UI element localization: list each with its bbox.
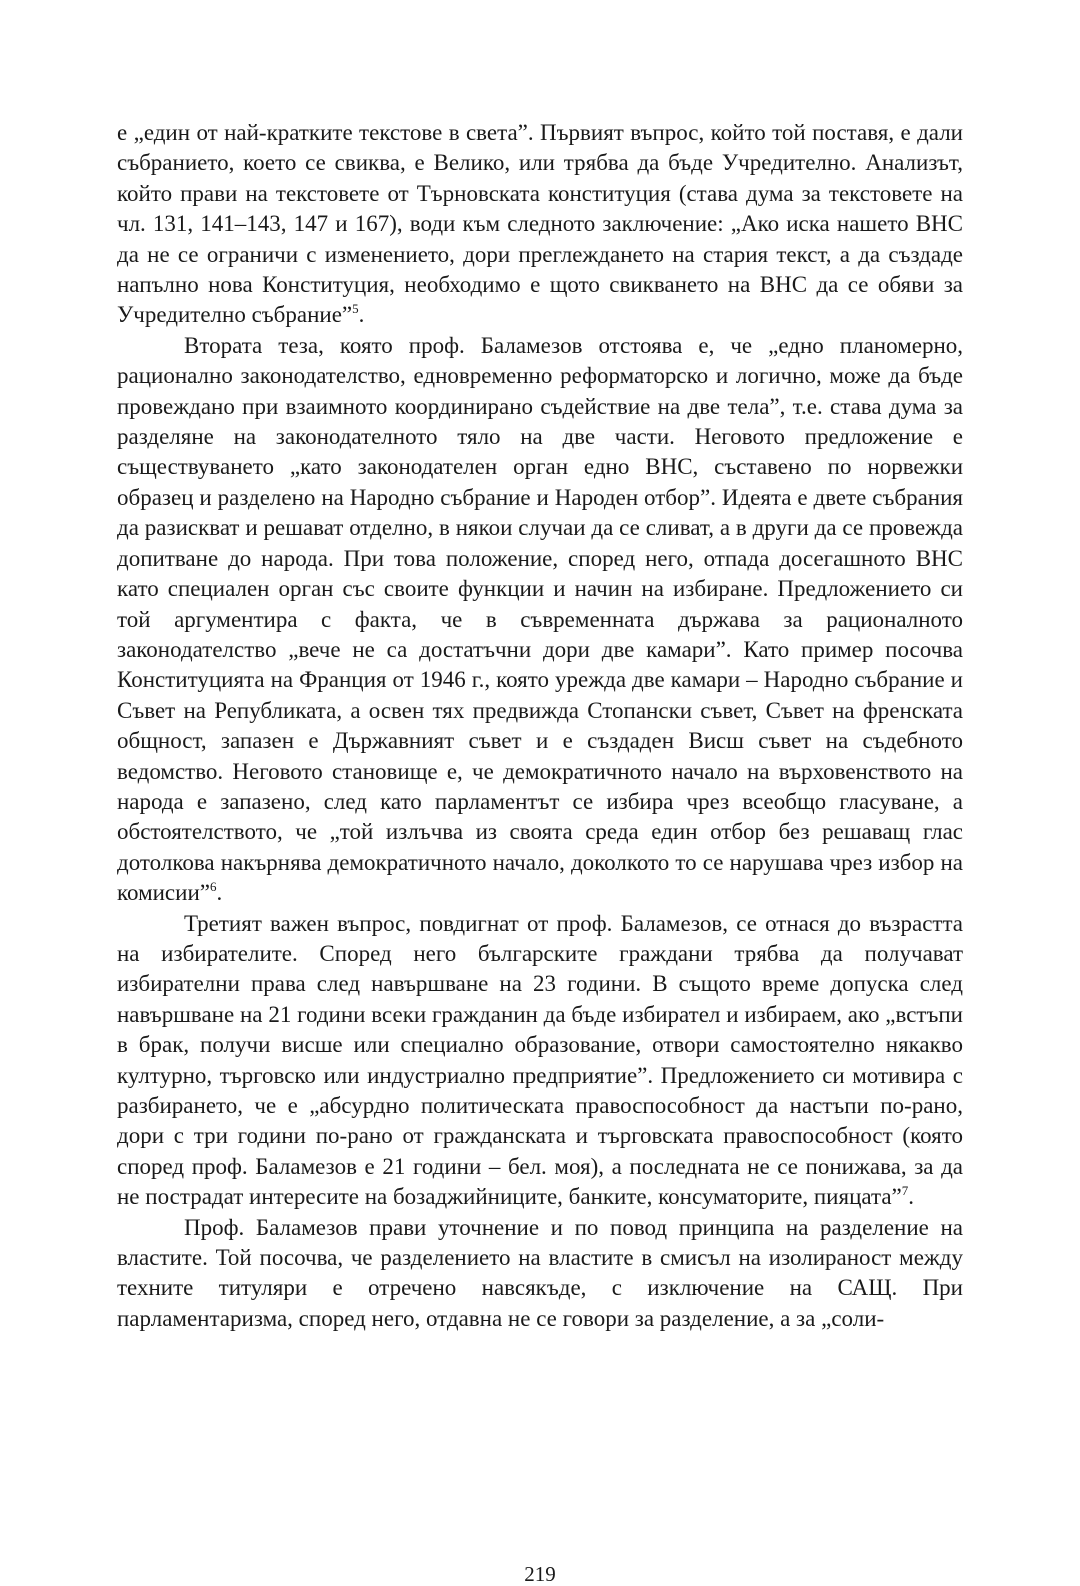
paragraph-tail: . xyxy=(358,302,365,328)
footnote-ref-6[interactable]: 6 xyxy=(209,879,217,895)
paragraph-4 xyxy=(117,1213,963,1335)
paragraph-tail: . xyxy=(908,1184,914,1210)
paragraph-text: Втората теза, която проф. Баламезов отстоява е, че „едно планомерно, рационално законодателство, едновременно реформаторско и логично, може да бъде провеждано при взаимното координирано съдействие на две тела”, т.е. става дума за разделяне на законодателното тяло на две части. Неговото предложение е съществуването „като законодателен орган едно ВНС, съставено по норвежки образец и разделено на Народно събрание и Народен отбор”. Идеята е двете събрания да разискват и решават отделно, в някои случаи да се сливат, а в други да се провежда допитване до народа. При това положение, според него, отпада досегашното ВНС като специален орган със своите функции и начин на избиране. Предложението си той аргументира с факта, че в съвременната държава за рационалното законодателство „вече не са достатъчни дори две камари”. Като пример посочва Конституцията на Франция от 1946 г., която урежда две камари – Народно събрание и Съвет на Републиката, а освен тях предвижда Стопански съвет, Съвет на френската общност, запазен е Държавният съвет и е създаден Висш съвет на съдебното ведомство. Неговото становище е, че демократичното начало на върховенството на народа е запазено, след като парламентът се избира чрез всеобщо гласуване, а обстоятелството, че „той излъчва из своята среда един отбор без решаващ глас дотолкова накърнява демократичното начало, доколкото то се нарушава чрез избор на комисии” xyxy=(117,332,963,906)
body-text xyxy=(117,118,963,1334)
footnote-ref-5[interactable]: 5 xyxy=(352,301,359,317)
paragraph-3 xyxy=(117,909,963,1213)
document-page xyxy=(117,118,963,1586)
paragraph-2 xyxy=(117,331,963,909)
paragraph-text: Проф. Баламезов прави уточнение и по повод принципа на разделение на властите. Той посочва, че разделението на властите в смисъл на изолираност между техните титуляри е отречено навсякъде, с изключение на САЩ. При парламентаризма, според него, отдавна не се говори за разделение, а за „соли- xyxy=(117,1214,963,1331)
paragraph-text: е „един от най-кратките текстове в света”. Първият въпрос, който той поставя, е дали събранието, което се свиква, е Велико, или трябва да бъде Учредително. Анализът, който прави на текстовете от Търновската конституция (става дума за текстовете на чл. 131, 141–143, 147 и 167), води към следното заключение: „Ако иска нашето ВНС да не се ограничи с изменението, дори преглеждането на стария текст, а да създаде напълно нова Конституция, необходимо е щото свикването на ВНС да се обяви за Учредително събрание” xyxy=(117,120,963,328)
page-number: 219 xyxy=(524,1562,556,1586)
paragraph-1 xyxy=(117,118,963,331)
paragraph-text: Третият важен въпрос, повдигнат от проф. Баламезов, се отнася до възрастта на избирателите. Според него българските граждани трябва да получават избирателни права след навършване на 23 години. В същото време допуска след навършване на 21 години всеки гражданин да бъде избирател и избираем, ако „встъпи в брак, получи висше или специално образование, отвори самостоятелно някакво културно, търговско или индустриално предприятие”. Предложението си мотивира с разбирането, че е „абсурдно политическата правоспособност да настъпи по-рано, дори с три години по-рано от гражданската и търговската правоспособност (която според проф. Баламезов е 21 години – бел. моя), а последната не се понижава, за да не пострадат интересите на бозаджийниците, банките, консуматорите, пияцата” xyxy=(117,910,963,1210)
footnote-ref-7[interactable]: 7 xyxy=(901,1183,909,1199)
paragraph-tail: . xyxy=(216,880,223,906)
